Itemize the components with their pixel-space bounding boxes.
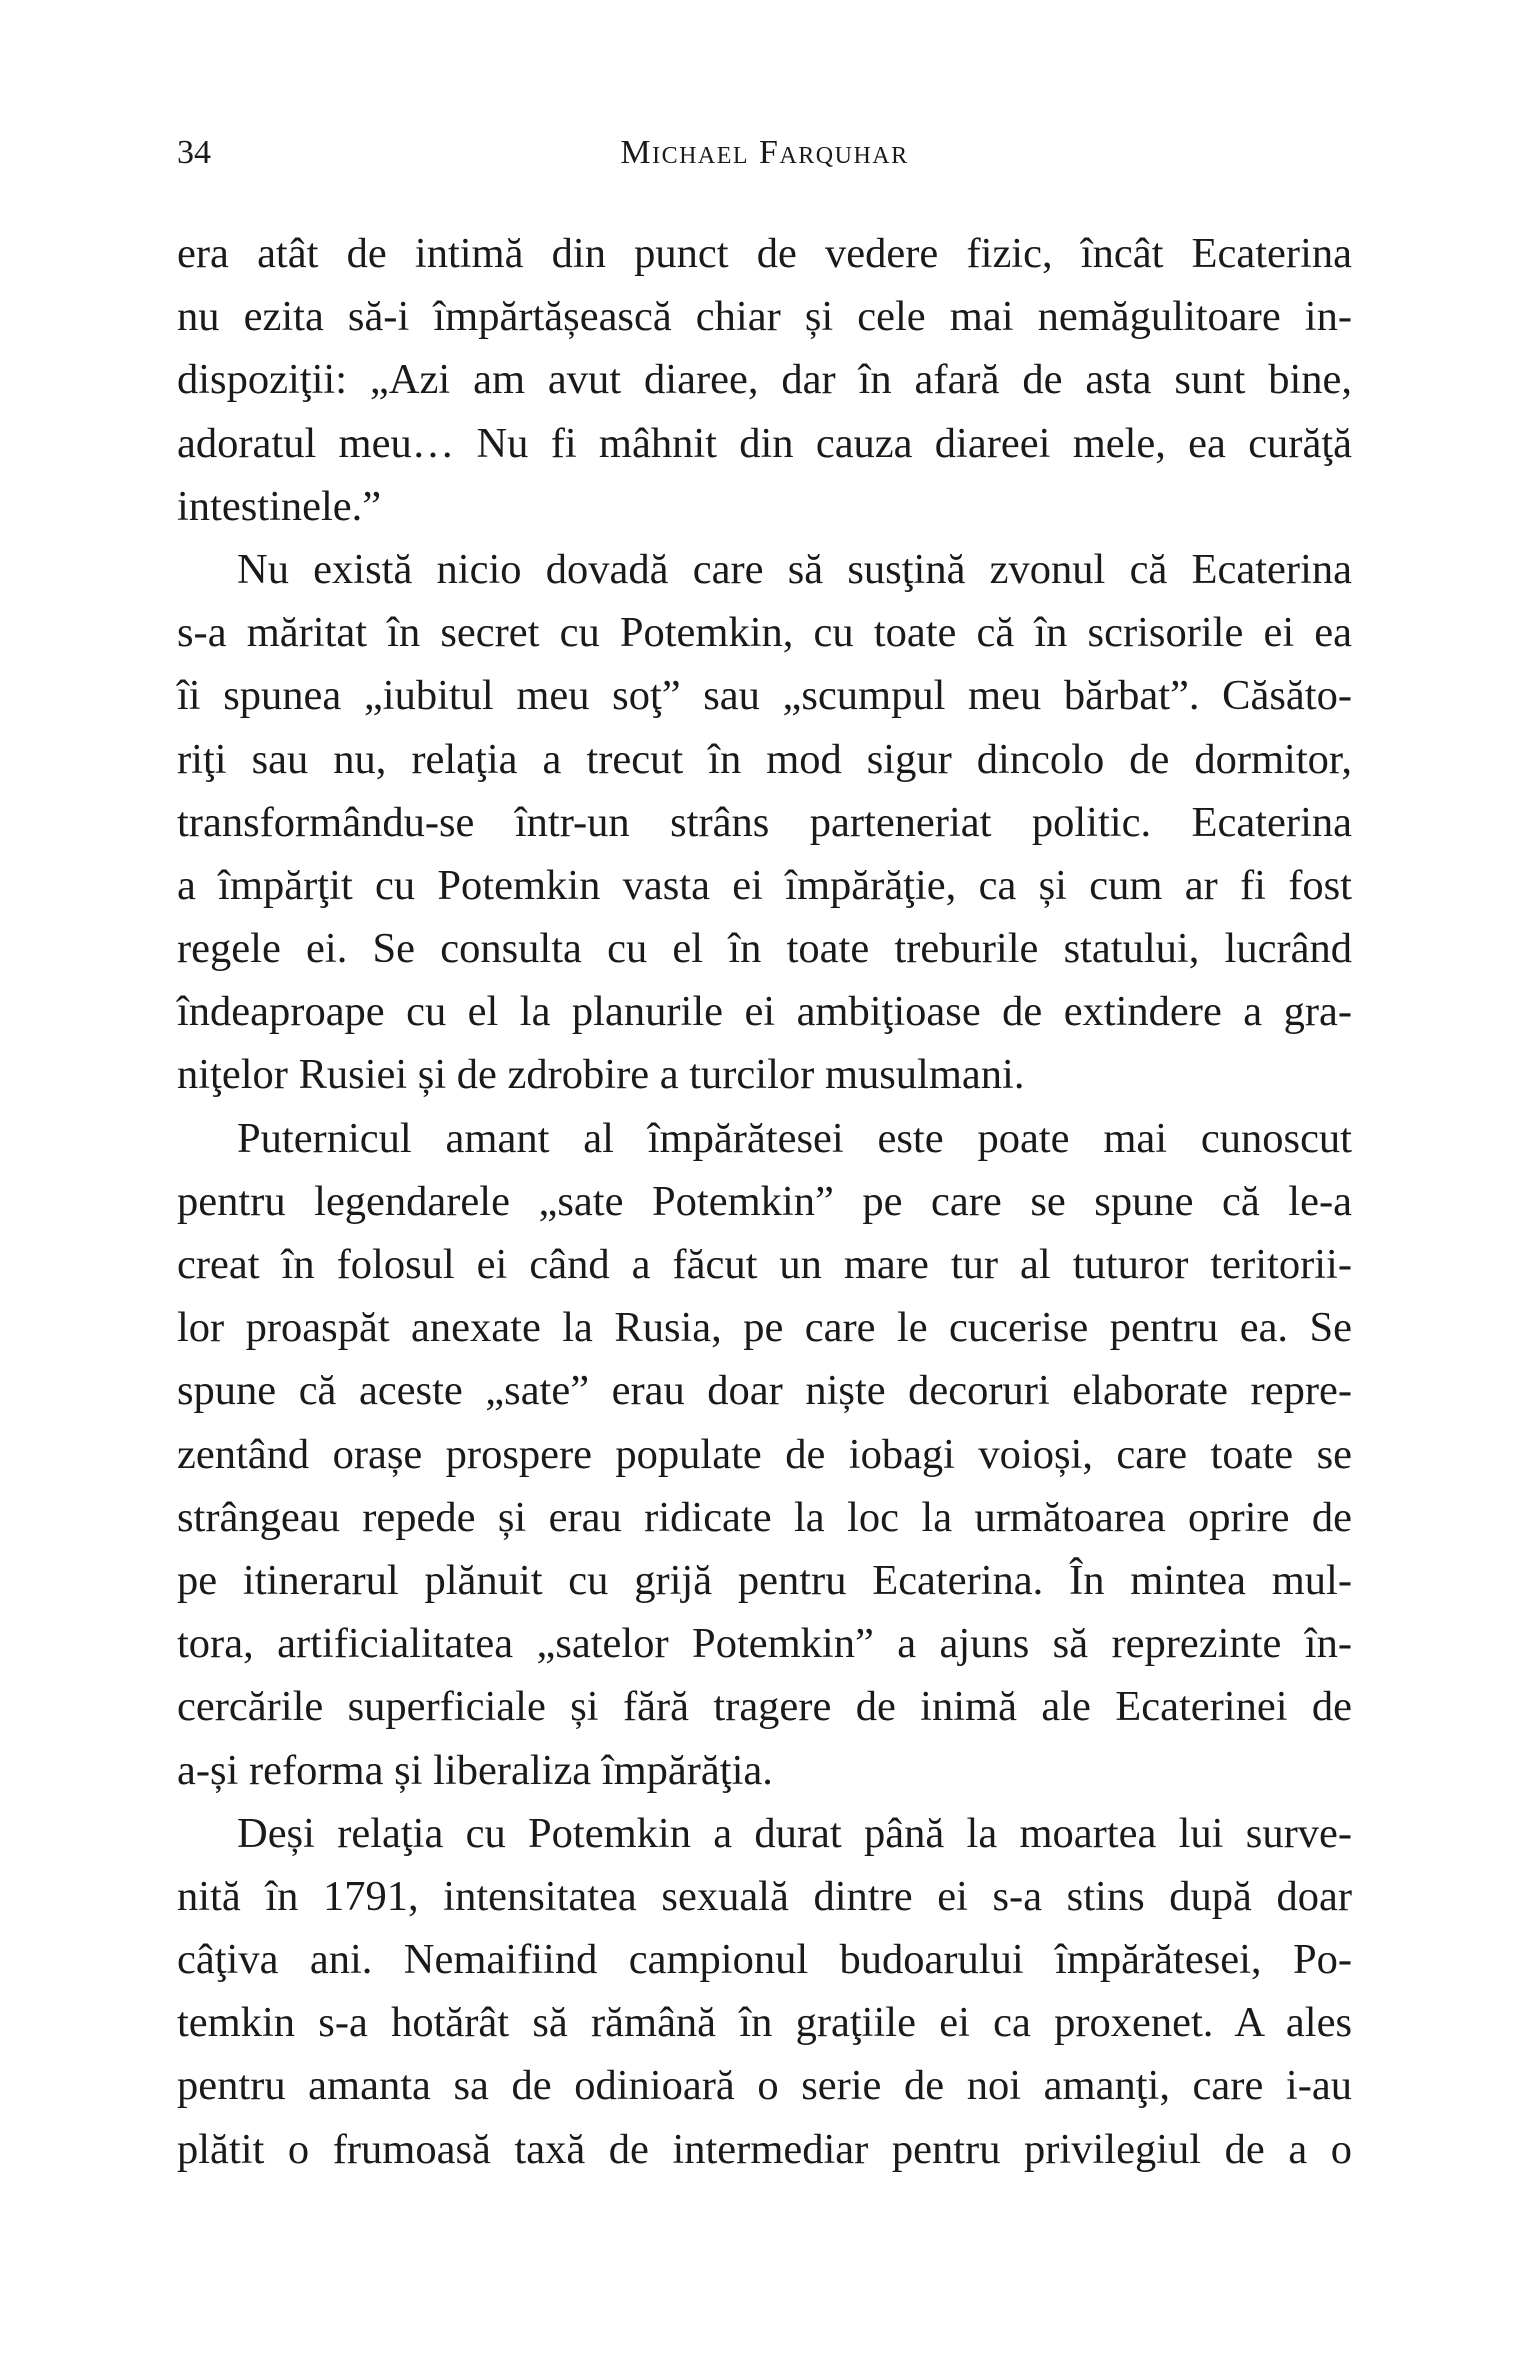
- text-line: nu ezita să-i împărtășească chiar și cele mai nemăgulitoare in-: [177, 293, 1352, 341]
- text-line: tora, artificialitatea „satelor Potemkin” a ajuns să reprezinte în-: [177, 1620, 1352, 1668]
- text-line: nită în 1791, intensitatea sexuală dintre ei s-a stins după doar: [177, 1872, 1352, 1920]
- text-line: transformându-se într-un strâns parteneriat politic. Ecaterina: [177, 798, 1352, 846]
- text-line: îi spunea „iubitul meu soţ” sau „scumpul meu bărbat”. Căsăto-: [177, 672, 1352, 720]
- text-line: cercările superficiale și fără tragere de inimă ale Ecaterinei de: [177, 1683, 1352, 1731]
- text-line: îndeaproape cu el la planurile ei ambiţioase de extindere a gra-: [177, 988, 1352, 1036]
- text-line: creat în folosul ei când a făcut un mare tur al tuturor teritorii-: [177, 1241, 1352, 1288]
- text-line: era atât de intimă din punct de vedere fizic, încât Ecaterina: [177, 230, 1352, 277]
- text-line: spune că aceste „sate” erau doar niște decoruri elaborate repre-: [177, 1367, 1352, 1415]
- text-line: a împărţit cu Potemkin vasta ei împărăţie, ca și cum ar fi fost: [177, 861, 1352, 909]
- text-line: zentând orașe prospere populate de iobagi voioși, care toate se: [177, 1430, 1352, 1478]
- text-line: niţelor Rusiei și de zdrobire a turcilor musulmani.: [177, 1051, 1025, 1099]
- paragraph-first-line: Puternicul amant al împărătesei este poate mai cunoscut: [237, 1114, 1352, 1162]
- text-line: pentru amanta sa de odinioară o serie de noi amanţi, care i-au: [177, 2062, 1352, 2110]
- text-line: lor proaspăt anexate la Rusia, pe care le cucerise pentru ea. Se: [177, 1304, 1352, 1352]
- body-text: [177, 222, 1352, 2181]
- text-line: dispoziţii: „Azi am avut diaree, dar în afară de asta sunt bine,: [177, 356, 1352, 404]
- text-line: s-a măritat în secret cu Potemkin, cu toate că în scrisorile ei ea: [177, 609, 1352, 657]
- text-line: câţiva ani. Nemaifiind campionul budoarului împărătesei, Po-: [177, 1936, 1352, 1984]
- page-number: 34: [177, 134, 211, 171]
- text-line: temkin s-a hotărât să rămână în graţiile ei ca proxenet. A ales: [177, 1999, 1352, 2047]
- text-line: pe itinerarul plănuit cu grijă pentru Ecaterina. În mintea mul-: [177, 1556, 1352, 1604]
- text-line: strângeau repede și erau ridicate la loc la următoarea oprire de: [177, 1493, 1352, 1541]
- text-line: regele ei. Se consulta cu el în toate treburile statului, lucrând: [177, 925, 1352, 973]
- page-header: [177, 128, 1352, 178]
- paragraph-first-line: Nu există nicio dovadă care să susţină zvonul că Ecaterina: [237, 545, 1352, 593]
- text-line: pentru legendarele „sate Potemkin” pe care se spune că le-a: [177, 1177, 1352, 1225]
- text-line: riţi sau nu, relaţia a trecut în mod sigur dincolo de dormitor,: [177, 735, 1352, 783]
- text-line: plătit o frumoasă taxă de intermediar pentru privilegiul de a o: [177, 2125, 1352, 2173]
- paragraph-first-line: Deși relaţia cu Potemkin a durat până la moartea lui surve-: [237, 1809, 1352, 1857]
- running-title: Michael Farquhar: [620, 134, 909, 171]
- text-line: adoratul meu… Nu fi mâhnit din cauza diareei mele, ea curăţă: [177, 419, 1352, 467]
- text-line: intestinele.”: [177, 482, 382, 530]
- text-line: a-și reforma și liberaliza împărăţia.: [177, 1746, 773, 1794]
